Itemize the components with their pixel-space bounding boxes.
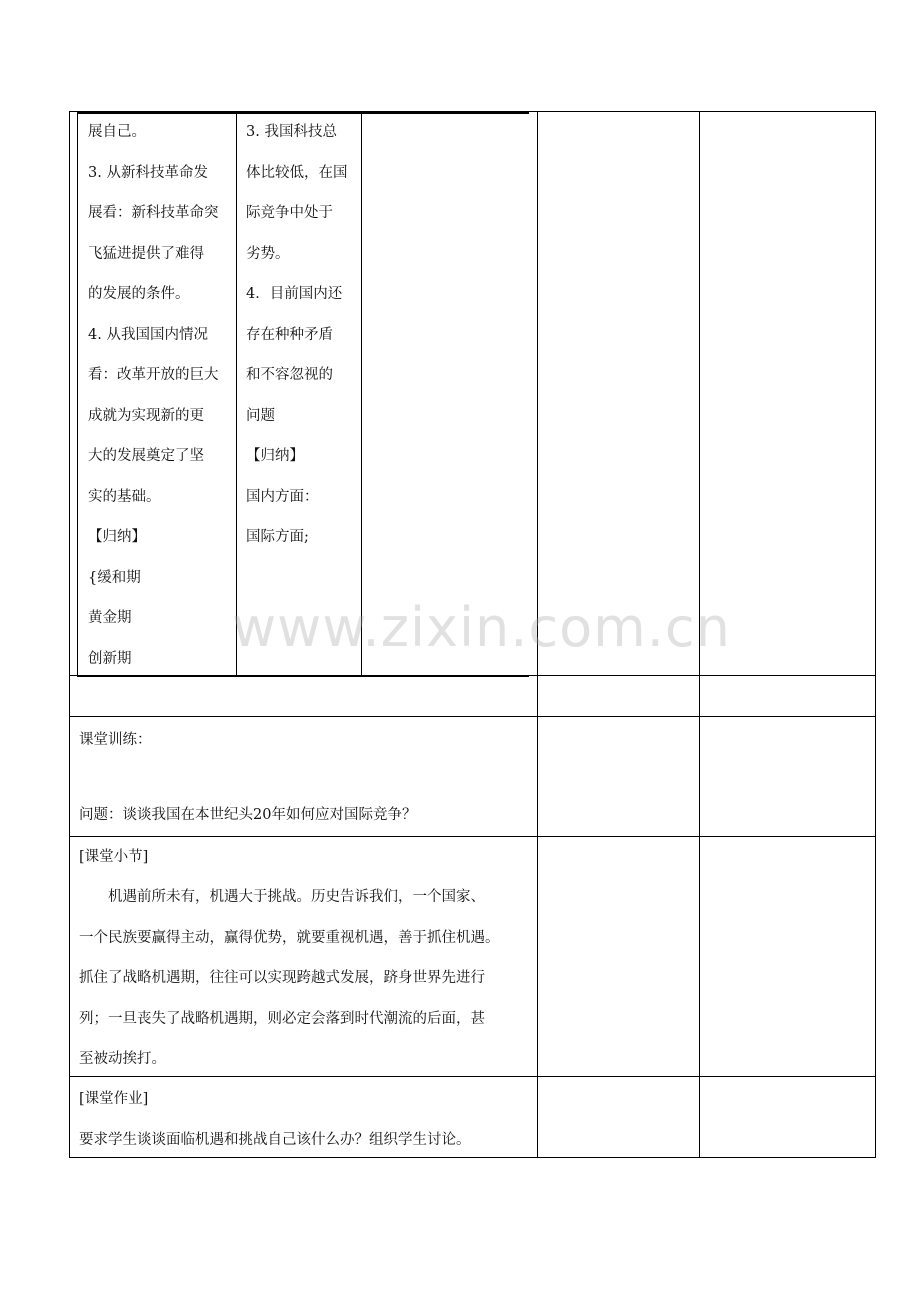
inner-col2-text-line: 体比较低，在国 (246, 164, 348, 181)
inner-col1-text-line: 3. 从新科技革命发 (88, 164, 208, 181)
summary-paragraph-line: 一个民族要赢得主动，赢得优势，就要重视机遇，善于抓住机遇。 (79, 929, 500, 946)
inner-column-divider (361, 112, 362, 677)
inner-col2-text-line: 存在种种矛盾 (246, 326, 333, 343)
inner-col1-text-line: 4. 从我国国内情况 (88, 326, 208, 343)
inner-col2-text-line: 国际方面; (246, 529, 309, 545)
inner-col2-text-line: 【归纳】 (246, 448, 304, 464)
column-divider (699, 111, 700, 1158)
inner-col1-text-line: 大的发展奠定了坚 (88, 448, 204, 464)
homework-section (79, 1079, 534, 1160)
training-label: 课堂训练： (79, 732, 152, 748)
inner-col2-text-line: 4．目前国内还 (246, 286, 343, 302)
summary-paragraph-line: 列；一旦丧失了战略机遇期，则必定会落到时代潮流的后面，甚 (79, 1010, 485, 1027)
summary-label: [课堂小节] (79, 849, 149, 865)
column-divider (537, 111, 538, 1158)
inner-col2-text-line: 际竞争中处于 (246, 205, 333, 221)
inner-column-divider (236, 112, 237, 677)
table-right-border (875, 111, 876, 1158)
inner-col1-text-line: 成就为实现新的更 (88, 407, 204, 424)
inner-col1-text-line: 创新期 (88, 650, 132, 667)
summary-paragraph-line: 至被动挨打。 (79, 1051, 166, 1067)
inner-col2-text-line: 劣势。 (246, 245, 290, 262)
inner-col1-text (88, 112, 234, 679)
training-question: 问题：谈谈我国在本世纪头20年如何应对国际竞争？ (79, 807, 417, 823)
watermark-text: www.zixin.com.cn (232, 596, 731, 659)
summary-section (79, 837, 534, 1080)
inner-col1-text-line: 的发展的条件。 (88, 286, 190, 302)
inner-col1-text-line: 展自己。 (88, 124, 146, 140)
homework-text: 要求学生谈谈面临机遇和挑战自己该什么办？组织学生讨论。 (79, 1131, 471, 1148)
inner-col2-text-line: 和不容忽视的 (246, 367, 333, 383)
inner-col1-text-line: 【归纳】 (88, 529, 146, 545)
summary-paragraph-line: 抓住了战略机遇期，往往可以实现跨越式发展，跻身世界先进行 (79, 970, 485, 986)
inner-col1-text-line: 展看：新科技革命突 (88, 205, 219, 221)
inner-col1-text-line: 黄金期 (88, 610, 132, 626)
table-left-border (69, 111, 70, 1158)
inner-col1-text-line: {缓和期 (88, 569, 141, 586)
summary-paragraph (79, 877, 534, 1080)
inner-col2-text-line: 国内方面： (246, 488, 319, 505)
inner-table-left-border (77, 112, 78, 677)
inner-col2-text-line: 问题 (246, 407, 275, 424)
training-section (79, 720, 529, 761)
inner-col2-text-line: 3. 我国科技总 (246, 124, 337, 140)
inner-col2-text (246, 112, 360, 558)
inner-col1-text-line: 看：改革开放的巨大 (88, 367, 219, 383)
row-divider (69, 716, 876, 717)
training-question-row (79, 795, 529, 836)
summary-paragraph-line: 机遇前所未有，机遇大于挑战。历史告诉我们，一个国家、 (108, 889, 485, 905)
homework-label: [课堂作业] (79, 1091, 149, 1107)
inner-col1-text-line: 实的基础。 (88, 488, 161, 505)
inner-col1-text-line: 飞猛进提供了难得 (88, 245, 204, 262)
